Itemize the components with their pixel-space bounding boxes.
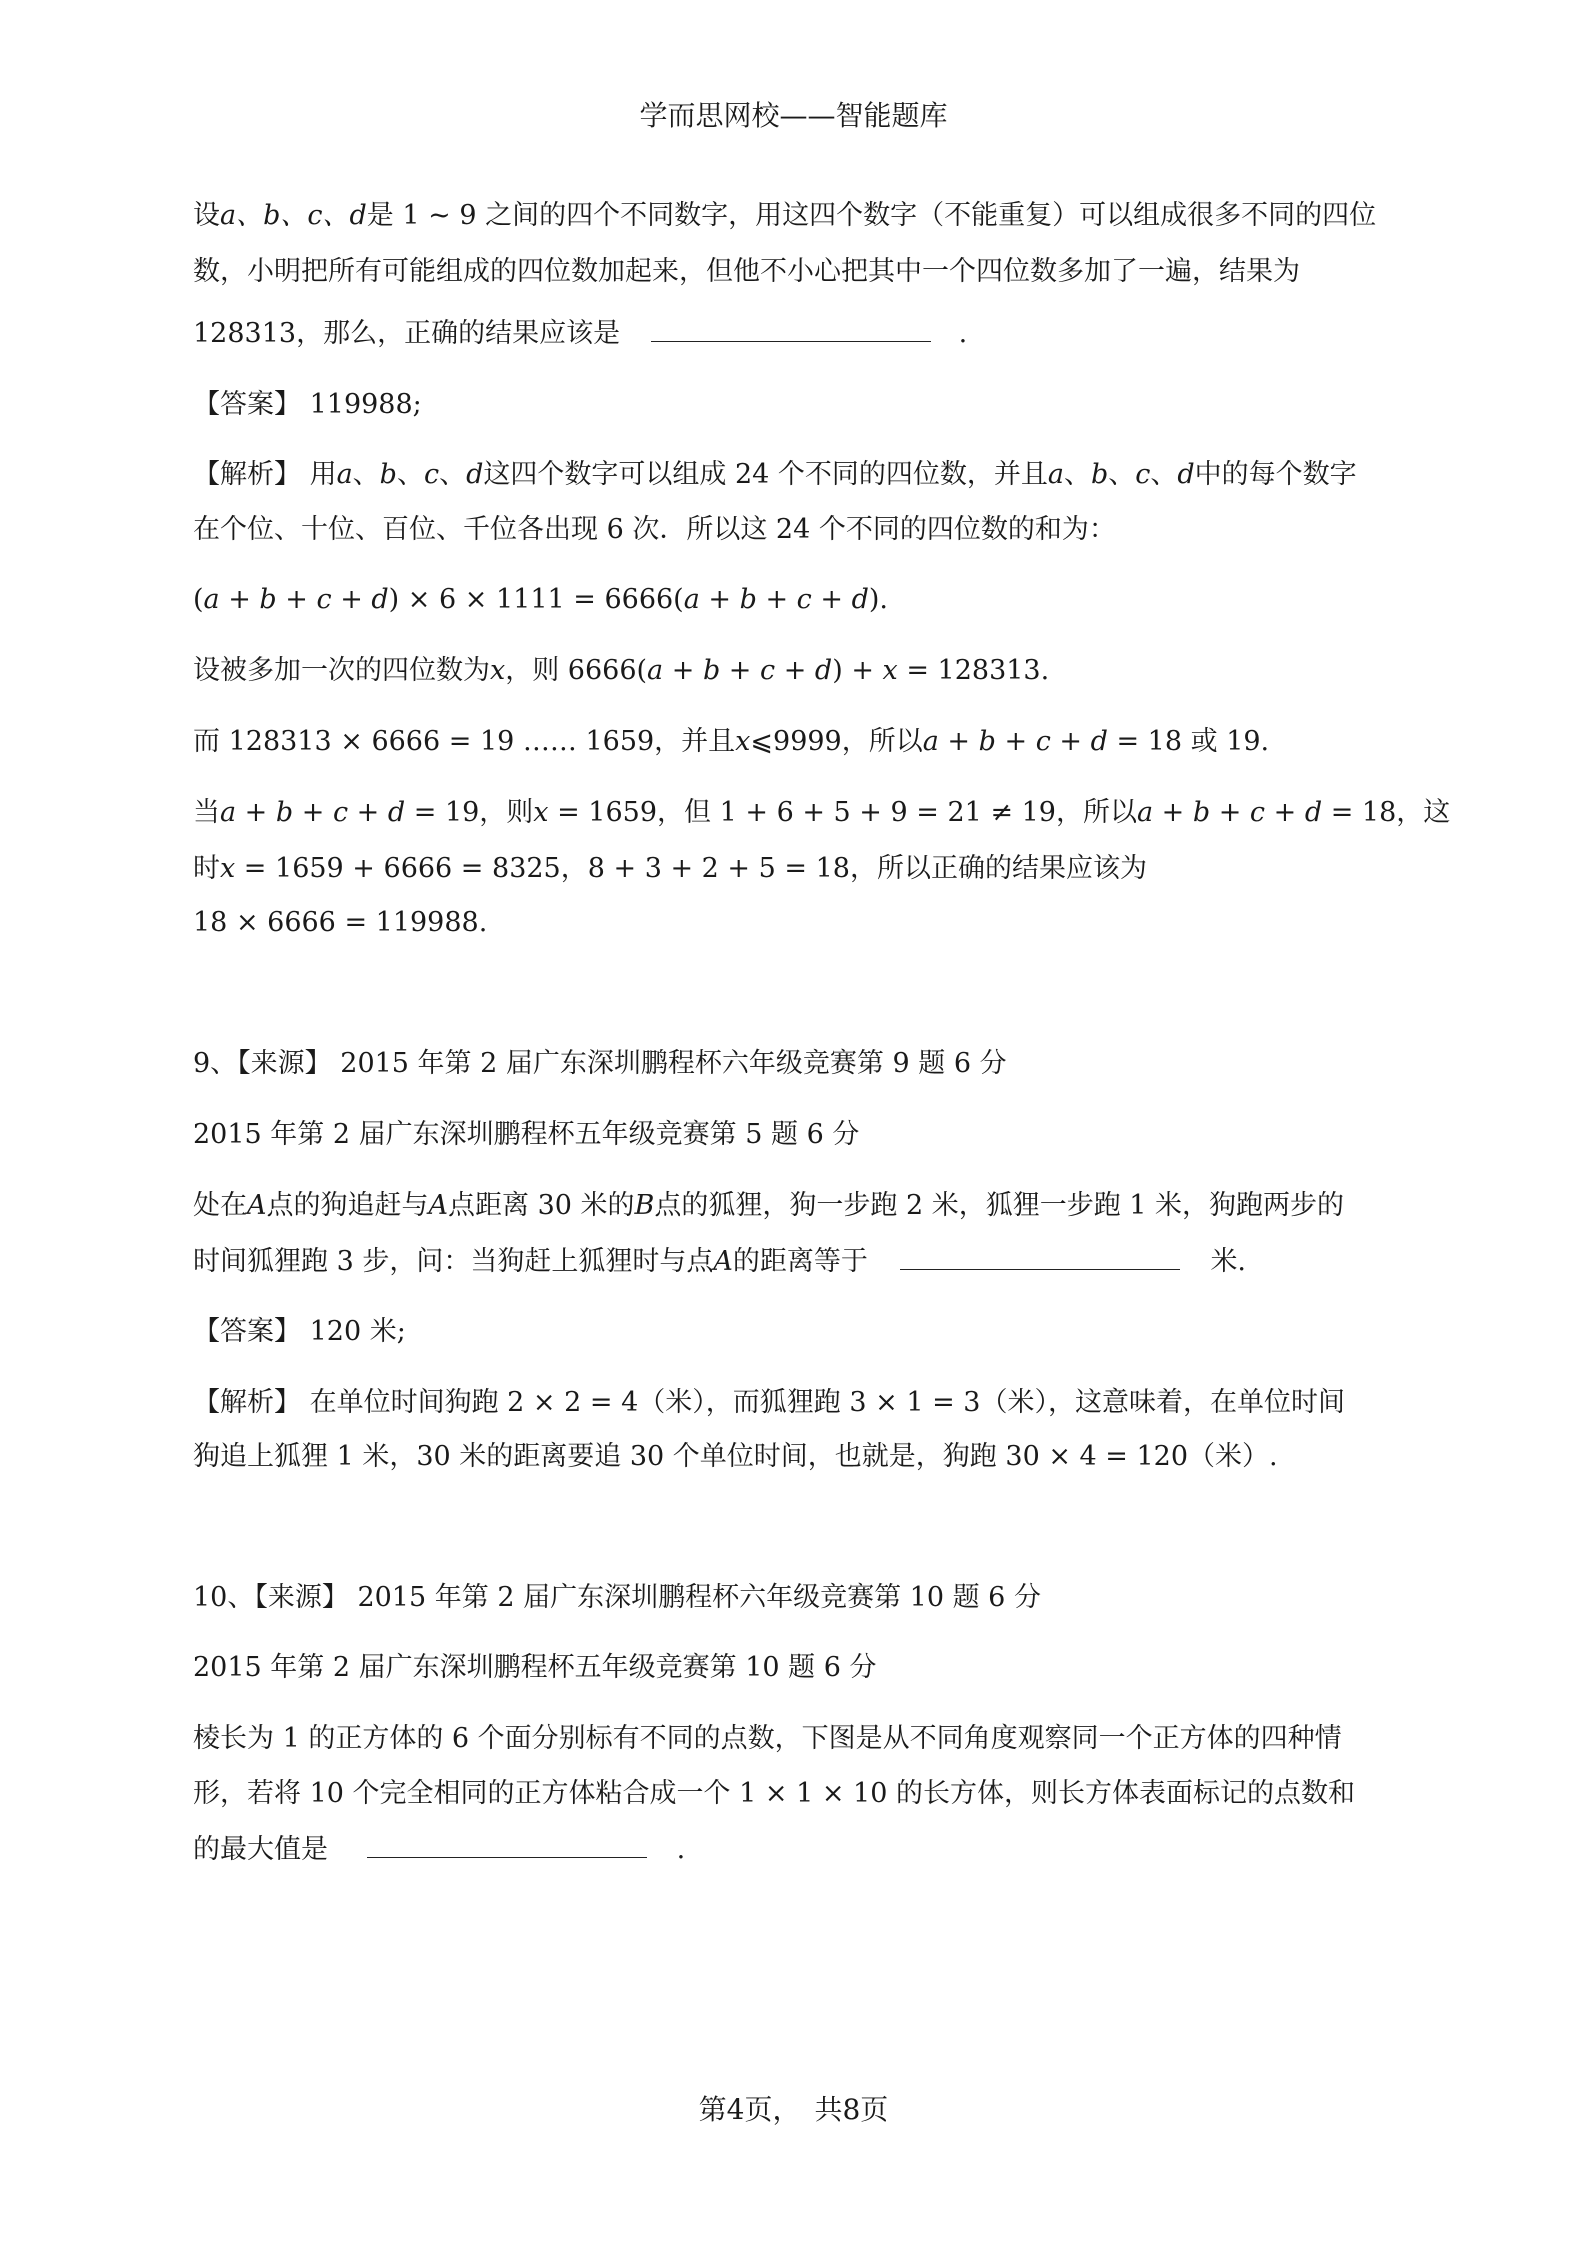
answer-blank bbox=[651, 313, 931, 342]
page-footer: 第4页， 共8页 bbox=[698, 2093, 889, 2126]
problem8-analysis-line-7: 时𝑥 = 1659 + 6666 = 8325，8 + 3 + 2 + 5 = 18，所以正确的结果应该为 bbox=[193, 853, 1147, 884]
problem10-stem-line-2: 形，若将 10 个完全相同的正方体粘合成一个 1 × 1 × 10 的长方体，则长方体表面标记的点数和 bbox=[193, 1778, 1355, 1809]
problem10-source-2: 2015 年第 2 届广东深圳鹏程杯五年级竞赛第 10 题 6 分 bbox=[193, 1652, 877, 1683]
problem8-stem-line-3 bbox=[193, 313, 967, 354]
problem8-stem-text: 128313，那么，正确的结果应该是 bbox=[193, 318, 621, 349]
problem10-stem-line-3 bbox=[193, 1829, 685, 1870]
problem10-stem-text: 的最大值是 bbox=[193, 1834, 328, 1865]
problem8-stem-line-1 bbox=[193, 196, 1376, 236]
problem9-source-1: 9、【来源】 2015 年第 2 届广东深圳鹏程杯六年级竞赛第 9 题 6 分 bbox=[193, 1048, 1007, 1079]
problem8-analysis-line-4: 设被多加一次的四位数为𝑥，则 6666(𝑎 + 𝑏 + 𝑐 + 𝑑) + 𝑥 = 128313. bbox=[193, 655, 1050, 686]
problem9-analysis-line-2: 狗追上狐狸 1 米，30 米的距离要追 30 个单位时间，也就是，狗跑 30 × 4 = 120（米）. bbox=[193, 1441, 1278, 1472]
problem10-stem-end: . bbox=[676, 1834, 686, 1865]
problem8-analysis-line-6: 当𝑎 + 𝑏 + 𝑐 + 𝑑 = 19，则𝑥 = 1659，但 1 + 6 + 5 + 9 = 21 ≠ 19，所以𝑎 + 𝑏 + 𝑐 + 𝑑 = 18，这 bbox=[193, 797, 1451, 828]
problem8-stem-end: . bbox=[958, 318, 968, 349]
problem9-answer: 【答案】 120 米; bbox=[193, 1316, 406, 1347]
problem9-source-2: 2015 年第 2 届广东深圳鹏程杯五年级竞赛第 5 题 6 分 bbox=[193, 1119, 860, 1150]
problem8-stem-pre: 设 bbox=[193, 200, 220, 231]
problem8-stem-vars: 𝑎、𝑏、𝑐、𝑑 bbox=[220, 200, 367, 231]
answer-blank bbox=[367, 1829, 647, 1858]
problem8-analysis-line-8: 18 × 6666 = 119988. bbox=[193, 907, 488, 938]
problem8-stem-line-2: 数，小明把所有可能组成的四位数加起来，但他不小心把其中一个四位数多加了一遍，结果为 bbox=[193, 256, 1300, 287]
problem8-analysis-line-1: 【解析】 用𝑎、𝑏、𝑐、𝑑这四个数字可以组成 24 个不同的四位数，并且𝑎、𝑏、𝑐、𝑑中的每个数字 bbox=[193, 459, 1357, 490]
problem9-stem-text: 时间狐狸跑 3 步，问：当狗赶上狐狸时与点𝐴的距离等于 bbox=[193, 1246, 868, 1277]
problem8-stem-post: 是 1 ~ 9 之间的四个不同数字，用这四个数字（不能重复）可以组成很多不同的四位 bbox=[366, 200, 1377, 231]
problem8-answer: 【答案】 119988; bbox=[193, 389, 422, 420]
problem8-analysis-line-3: (𝑎 + 𝑏 + 𝑐 + 𝑑) × 6 × 1111 = 6666(𝑎 + 𝑏 + 𝑐 + 𝑑). bbox=[193, 584, 888, 615]
answer-blank bbox=[900, 1241, 1180, 1270]
problem9-stem-line-1: 处在𝐴点的狗追赶与𝐴点距离 30 米的𝐵点的狐狸，狗一步跑 2 米，狐狸一步跑 1 米，狗跑两步的 bbox=[193, 1190, 1345, 1221]
problem10-source-1: 10、【来源】 2015 年第 2 届广东深圳鹏程杯六年级竞赛第 10 题 6 分 bbox=[193, 1582, 1041, 1613]
problem9-stem-end: 米. bbox=[1210, 1246, 1247, 1277]
problem9-stem-line-2 bbox=[193, 1241, 1246, 1282]
problem10-stem-line-1: 棱长为 1 的正方体的 6 个面分别标有不同的点数，下图是从不同角度观察同一个正方体的四种情 bbox=[193, 1723, 1342, 1754]
problem8-analysis-line-5: 而 128313 × 6666 = 19 …… 1659，并且𝑥⩽9999，所以𝑎 + 𝑏 + 𝑐 + 𝑑 = 18 或 19. bbox=[193, 726, 1270, 757]
problem8-analysis-line-2: 在个位、十位、百位、千位各出现 6 次．所以这 24 个不同的四位数的和为： bbox=[193, 514, 1116, 545]
problem9-analysis-line-1: 【解析】 在单位时间狗跑 2 × 2 = 4（米），而狐狸跑 3 × 1 = 3（米），这意味着，在单位时间 bbox=[193, 1387, 1345, 1418]
page-header: 学而思网校——智能题库 bbox=[639, 99, 948, 132]
